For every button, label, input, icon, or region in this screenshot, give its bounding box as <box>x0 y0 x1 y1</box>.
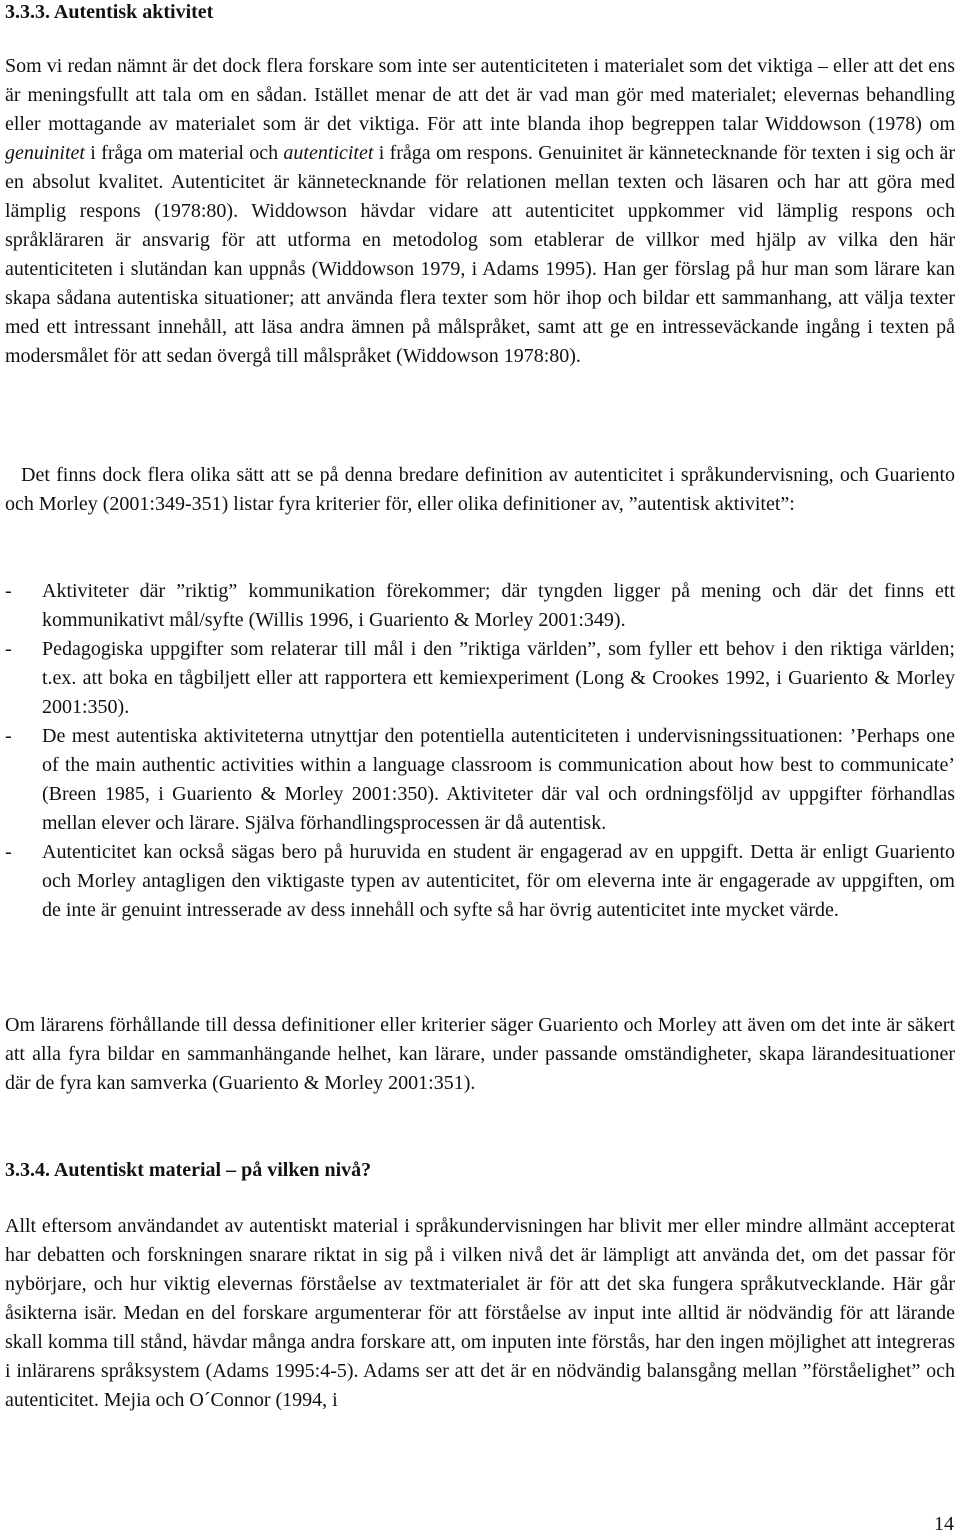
paragraph-teacher-relation: Om lärarens förhållande till dessa definitioner eller kriterier säger Guariento och Morley att även om det inte är säkert att alla fyra bildar en sammanhängande helhet, kan lärare, under passande omständigheter, skapa lärandesituationer där de fyra kan samverka (Guariento & Morley 2001:351). <box>5 1014 955 1094</box>
list-item: - Autenticitet kan också sägas bero på huruvida en student är engagerad av en uppgift. Detta är enligt Guariento och Morley antagligen den viktigaste typen av autenticitet, för om eleverna inte är engagerade av uppgiften, om de inte är genuint intresserade av dess innehåll och syfte så har övrig autenticitet inte mycket värde. <box>5 838 955 925</box>
list-dash: - <box>5 725 12 747</box>
paragraph-level: Allt eftersom användandet av autentiskt material i språkundervisningen har blivit mer eller mindre allmänt accepterat har debatten och forskningen snarare riktat in sig på i vilken nivå det är lämpligt att använda det, om det passar för nybörjare, och hur viktig elevernas förståelse av textmaterialet är för att det ska fungera språkutvecklande. Här går åsikterna isär. Medan en del forskare argumenterar för att förståelse av input inte alltid är nödvändig för att lärande skall komma till stånd, hävdar många andra forskare att, om inputen inte förstås, har den ingen möjlighet att integreras i inlärarens språksystem (Adams 1995:4-5). Adams ser att det är en nödvändig balansgång mellan ”förståelighet” och autenticitet. Mejia och O´Connor (1994, i <box>5 1215 955 1411</box>
list-dash: - <box>5 580 12 602</box>
list-dash: - <box>5 841 12 863</box>
paragraph-widdowson: Som vi redan nämnt är det dock flera forskare som inte ser autenticiteten i materialet som det viktiga – eller att det ens är meningsfullt att tala om en sådan. Istället menar de att det är vad man gör med materialet; elevernas behandling eller mottagande av materialet som är det viktiga. För att inte blanda ihop begreppen talar Widdowson (1978) om genuinitet i fråga om material och autenticitet i fråga om respons. Genuinitet är kännetecknande för texten i sig och är en absolut kvalitet. Autenticitet är kännetecknande för relationen mellan texten och läsaren och har att göra med lämplig respons (1978:80). Widdowson hävdar vidare att autenticitet uppkommer vid lämplig respons och språkläraren är ansvarig för att utforma en metodolog som etablerar de villkor med hjälp av vilka den här autenticiteten i slutändan kan uppnås (Widdowson 1979, i Adams 1995). Han ger förslag på hur man som lärare kan skapa sådana autentiska situationer; att använda flera texter som hör ihop och bildar ett sammanhang, att välja texter med ett intressant innehåll, att läsa andra ämnen på målspråket, samt att ge en intresseväckande ingång i texten på modersmålet för att sedan övergå till målspråket (Widdowson 1978:80). <box>5 55 955 367</box>
section-heading-3-3-4: 3.3.4. Autentiskt material – på vilken nivå? <box>5 1159 372 1181</box>
page-number: 14 <box>934 1513 954 1535</box>
paragraph-guariento-morley-intro: Det finns dock flera olika sätt att se på denna bredare definition av autenticitet i språkundervisning, och Guariento och Morley (2001:349-351) listar fyra kriterier för, eller olika definitioner av, ”autentisk aktivitet”: <box>5 464 955 515</box>
term-genuinitet: genuinitet <box>5 142 85 164</box>
list-item: - Pedagogiska uppgifter som relaterar till mål i den ”riktiga världen”, som fyller ett behov i den riktiga världen; t.ex. att boka en tågbiljett eller att rapportera ett kemiexperiment (Long & Crookes 1992, i Guariento & Morley 2001:350). <box>5 635 955 722</box>
list-item: - Aktiviteter där ”riktig” kommunikation förekommer; där tyngden ligger på mening och där det finns ett kommunikativt mål/syfte (Willis 1996, i Guariento & Morley 2001:349). <box>5 577 955 635</box>
section-heading-3-3-3: 3.3.3. Autentisk aktivitet <box>5 1 214 23</box>
criteria-list <box>5 577 955 925</box>
list-dash: - <box>5 638 12 660</box>
list-item: - De mest autentiska aktiviteterna utnyttjar den potentiella autenticiteten i undervisningssituationen: ’Perhaps one of the main authentic activities within a language classroom is communication about how best to communicate’ (Breen 1985, i Guariento & Morley 2001:350). Aktiviteter där val och ordningsföljd av uppgifter förhandlas mellan elever och lärare. Själva förhandlingsprocessen är då autentisk. <box>5 722 955 838</box>
term-autenticitet: autenticitet <box>283 142 374 164</box>
